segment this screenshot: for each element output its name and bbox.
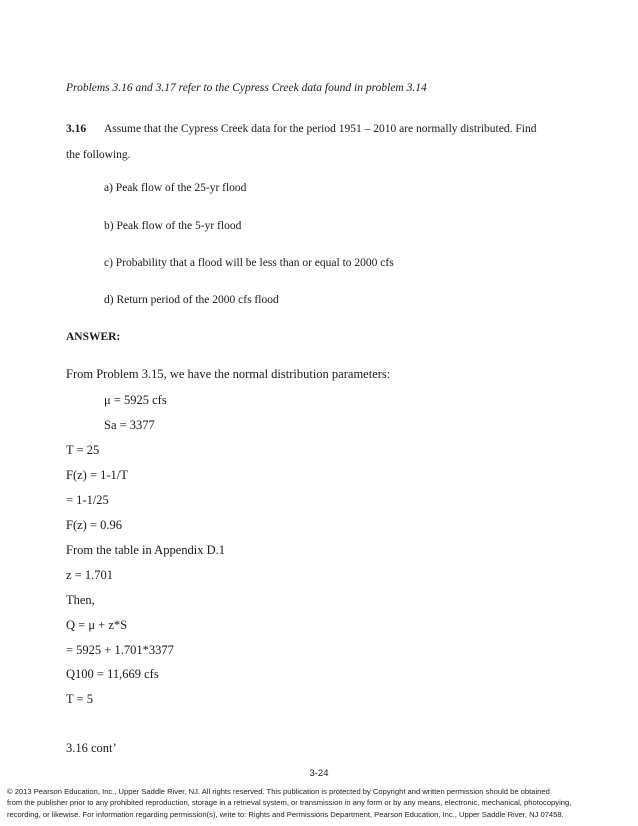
solution-line: T = 25: [66, 443, 100, 457]
footer-line: recording, or likewise. For information regarding permission(s), write to: Rights and Permissions Department, Pearson Education, Inc., Upper Saddle River, NJ 07458.: [7, 809, 564, 819]
continued-marker: 3.16 cont’: [66, 741, 117, 755]
solution-line: Then,: [66, 593, 95, 607]
footer-line: © 2013 Pearson Education, Inc., Upper Saddle River, NJ. All rights reserved. This publication is protected by Copyright and written permission should be obtained: [7, 787, 550, 796]
solution-line: F(z) = 0.96: [66, 518, 122, 532]
page-number: 3-24: [309, 768, 329, 779]
solution-line: T = 5: [66, 692, 93, 706]
solution-line: From Problem 3.15, we have the normal distribution parameters:: [66, 367, 391, 381]
solution-line: μ = 5925 cfs: [104, 393, 167, 407]
problem-statement-cont: the following.: [66, 149, 131, 161]
problem-statement: Assume that the Cypress Creek data for the period 1951 – 2010 are normally distributed. Find: [104, 123, 537, 135]
answer-heading: ANSWER:: [66, 331, 121, 343]
intro-note: Problems 3.16 and 3.17 refer to the Cypress Creek data found in problem 3.14: [66, 82, 427, 94]
problem-item-d: d) Return period of the 2000 cfs flood: [104, 294, 279, 306]
solution-line: = 1-1/25: [66, 493, 109, 507]
solution-line: Q100 = 11,669 cfs: [66, 667, 159, 681]
solution-line: z = 1.701: [66, 568, 113, 582]
footer-line: from the publisher prior to any prohibited reproduction, storage in a retrieval system, or transmission in any form or by any means, electronic, mechanical, photocopying,: [7, 798, 572, 808]
solution-line: Q = μ + z*S: [66, 618, 128, 632]
solution-line: From the table in Appendix D.1: [66, 543, 226, 557]
solution-line: = 5925 + 1.701*3377: [66, 643, 174, 657]
problem-number: 3.16: [66, 123, 87, 135]
problem-item-a: a) Peak flow of the 25-yr flood: [104, 182, 247, 194]
copyright-footer: [7, 786, 633, 820]
solution-line: F(z) = 1-1/T: [66, 468, 128, 482]
problem-item-b: b) Peak flow of the 5-yr flood: [104, 220, 242, 232]
problem-item-c: c) Probability that a flood will be less than or equal to 2000 cfs: [104, 257, 394, 269]
solution-line: Sa = 3377: [104, 418, 155, 432]
